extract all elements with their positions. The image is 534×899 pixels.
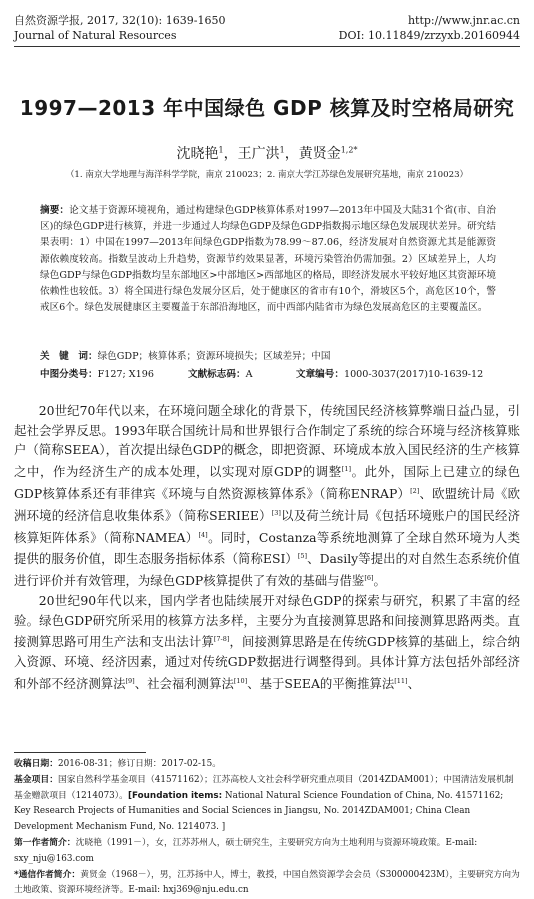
author-affiliation-mark: 1 bbox=[279, 145, 285, 155]
journal-citation: 自然资源学报, 2017, 32(10): 1639-1650 bbox=[14, 14, 226, 27]
citation: [1] bbox=[341, 465, 351, 474]
paper-title: 1997—2013 年中国绿色 GDP 核算及时空格局研究 bbox=[19, 96, 515, 120]
article-number-label: 文章编号： bbox=[296, 369, 344, 380]
footnote-funding bbox=[14, 773, 520, 836]
abstract-label: 摘要： bbox=[40, 205, 70, 216]
citation: [3] bbox=[271, 508, 281, 517]
doc-code-value: A bbox=[245, 369, 253, 380]
text-run: 。同时，Costanza等系统地测算了全球自然环境为人类提供的服务价值，即生态服务指标体系（简称ESI） bbox=[14, 529, 520, 567]
author-name: 黄贤金 bbox=[298, 146, 341, 162]
article-number bbox=[296, 366, 483, 380]
doi[interactable]: DOI: 10.11849/zrzyxb.20160944 bbox=[338, 29, 520, 42]
author-name: 王广洪 bbox=[237, 146, 280, 162]
journal-url[interactable]: http://www.jnr.ac.cn bbox=[407, 14, 520, 27]
text-run: 、基于SEEA的平衡推算法 bbox=[247, 676, 395, 692]
body-text bbox=[14, 401, 520, 694]
author-affiliation-mark: 1 bbox=[218, 145, 224, 155]
text-run: 。此外，国际上已建立的绿色GDP核算体系还有菲律宾《环境与自然资源核算体系》（简称ENRAP） bbox=[14, 464, 520, 502]
keywords-label: 关 键 词： bbox=[40, 351, 98, 362]
footnote-text: 国家自然科学基金项目（41571162）；江苏高校人文社会科学研究重点项目（2014ZDAM001）；中国清洁发展机制基金赠款项目（1214073）。 bbox=[14, 774, 514, 801]
abstract bbox=[40, 203, 496, 316]
footnote-text: National Natural Science Foundation of China, No. 41571162; Key Research Projects of Humanities and Social Sciences in Jiangsu, No. 2014ZDAM001; China Clean Development Mechanism Fund, No. 1214073. ] bbox=[14, 790, 504, 833]
text-run: 。 bbox=[373, 573, 386, 589]
keywords bbox=[40, 348, 500, 362]
text-run: 20世纪70年代以来，在环境问题全球化的背景下，传统国民经济核算弊端日益凸显，引起社会学界反思。1993年联合国统计局和世界银行合作制定了系统的综合环境与经济核算账户（简称SEEA），首次提出绿色GDP的概念，即把资源、环境成本放入国民经济的生产核算之中，作为经济生产的成本处理，以实现对原GDP的调整 bbox=[14, 403, 520, 480]
footnote-label: [Foundation items: bbox=[127, 790, 223, 801]
footnotes bbox=[14, 757, 520, 899]
footnote-label: 第一作者简介： bbox=[14, 837, 76, 848]
footnote-label: 收稿日期： bbox=[14, 759, 58, 769]
journal-name-en: Journal of Natural Resources bbox=[14, 29, 177, 42]
text-run: 20世纪90年代以来，国内学者也陆续展开对绿色GDP的探索与研究，积累了丰富的经验。绿色GDP研究所采用的核算方法多样，主要分为直接测算思路和间接测算思路两类。直接测算思路可用生产法和支出法计算 bbox=[14, 593, 520, 650]
footnote-dates bbox=[14, 757, 520, 773]
text-run: 以及荷兰统计局《包括环境账户的国民经济核算矩阵体系》（简称NAMEA） bbox=[14, 507, 521, 545]
citation: [6] bbox=[364, 574, 374, 583]
footnote-text: 黄贤金（1968－），男，江苏扬中人，博士，教授，中国自然资源学会会员（S300000423M），主要研究方向为土地政策、资源环境经济等。E-mail: hxj369@nju.edu.cn bbox=[14, 869, 520, 896]
document-code bbox=[188, 366, 253, 380]
footnote-label: 基金项目： bbox=[14, 774, 58, 785]
citation: [2] bbox=[410, 486, 420, 495]
citation: [7-8] bbox=[213, 635, 230, 644]
text-run: 、欧盟统计局《欧洲环境的经济信息收集体系》（简称SERIEE） bbox=[14, 486, 520, 523]
affiliations: （1. 南京大学地理与海洋科学学院，南京 210023；2. 南京大学江苏绿色发展研究基地，南京 210023） bbox=[65, 170, 469, 180]
citation: [5] bbox=[297, 552, 308, 561]
paragraph bbox=[14, 591, 520, 694]
author-list: 沈晓艳$^1$，王广洪$^1$，黄贤金$^{1,2*}$ bbox=[176, 145, 358, 162]
text-run: 、 bbox=[407, 676, 420, 692]
citation: [10] bbox=[233, 677, 248, 686]
footnote-text: 沈晓艳（1991－），女，江苏苏州人，硕士研究生，主要研究方向为土地利用与资源环境政策。E-mail: sxy_nju@163.com bbox=[14, 837, 478, 864]
clc-number bbox=[40, 366, 154, 380]
text-run: 、社会福利测算法 bbox=[134, 676, 234, 692]
footnote-corresponding-author bbox=[14, 868, 520, 899]
citation: [4] bbox=[198, 530, 208, 539]
abstract-text: 论文基于资源环境视角，通过构建绿色GDP核算体系对1997—2013年中国及大陆31个省(市、自治区)的绿色GDP进行核算，并进一步通过人均绿色GDP及绿色GDP指数揭示地区绿色发展现状差异。研究结果表明：1）中国在1997—2013年间绿色GDP指数为78.99～87.06，经济发展对自然资源尤其是能源资源依赖度较高。指数呈波动上升趋势，资源节约效果显著，环境污染管治仍需加强。2）区域差异上，人均绿色GDP与绿色GDP指数均呈东部地区>中部地区>西部地区的格局，即经济发展水平较好地区其资源环境依赖性也较低。3）将全国进行绿色发展分区后，处于健康区的省市有10个，滑坡区5个，高危区10个，警戒区6个。绿色发展健康区主要覆盖于东部沿海地区，而中西部内陆省市为绿色发展高危区的主要覆盖区。 bbox=[40, 205, 497, 314]
paragraph bbox=[14, 401, 520, 591]
clc-value: F127; X196 bbox=[97, 369, 154, 380]
citation: [11] bbox=[394, 677, 408, 686]
clc-label: 中图分类号： bbox=[40, 369, 98, 380]
text-run: ，间接测算思路是在传统GDP核算的基础上，综合纳入资源、环境、经济因素，通过对传统GDP数据进行调整得到。具体计算方法包括外部经济和外部不经济测算法 bbox=[14, 634, 521, 692]
doc-code-label: 文献标志码： bbox=[188, 369, 246, 380]
footnote-text: 2016-08-31；修订日期：2017-02-15。 bbox=[58, 759, 222, 769]
footnote-first-author bbox=[14, 836, 520, 868]
author-affiliation-mark: 1,2* bbox=[340, 145, 358, 155]
citation: [9] bbox=[125, 677, 135, 686]
keywords-text: 绿色GDP；核算体系；资源环境损失；区域差异；中国 bbox=[97, 351, 331, 362]
header-rule bbox=[14, 46, 520, 47]
text-run: 、Dasily等提出的对自然生态系统价值进行评价并有效管理，为绿色GDP核算提供了有效的基础与借鉴 bbox=[14, 551, 520, 589]
footnote-rule bbox=[14, 752, 146, 753]
author-name: 沈晓艳 bbox=[176, 146, 219, 162]
article-number-value: 1000-3037(2017)10-1639-12 bbox=[343, 369, 484, 380]
footnote-label: *通信作者简介： bbox=[14, 869, 81, 880]
